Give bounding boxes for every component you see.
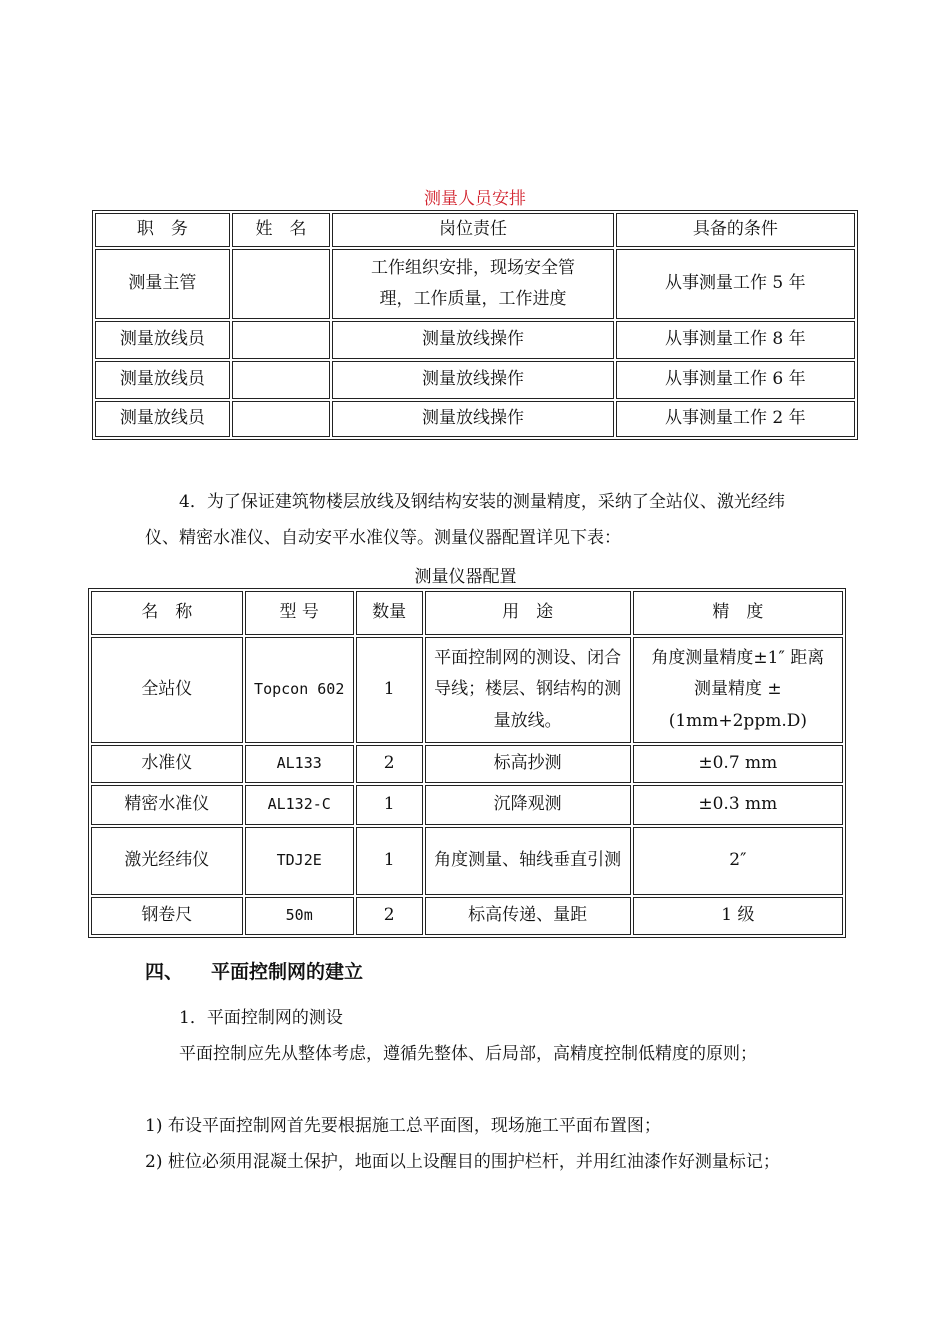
table-cell: 从事测量工作 2 年 [616, 401, 855, 437]
table-cell: 从事测量工作 6 年 [616, 361, 855, 399]
table-row [95, 321, 855, 359]
subsection-heading: 1．平面控制网的测设 [179, 1008, 343, 1028]
personnel-table-caption: 测量人员安排 [424, 189, 526, 209]
table-cell: ±0.7 mm [633, 745, 843, 783]
table-cell: 平面控制网的测设、闭合导线；楼层、钢结构的测量放线。 [425, 637, 631, 743]
table-cell [232, 249, 331, 319]
header-cell: 数量 [356, 591, 423, 635]
table-cell: 测量放线操作 [332, 321, 613, 359]
table-cell: 1 [356, 637, 423, 743]
body-paragraph: 1) 布设平面控制网首先要根据施工总平面图，现场施工平面布置图； [145, 1116, 661, 1136]
header-cell: 具备的条件 [616, 213, 855, 247]
table-row [91, 637, 843, 743]
table-cell: 角度测量精度±1″ 距离测量精度 ±(1mm+2ppm.D) [633, 637, 843, 743]
header-cell: 型 号 [245, 591, 354, 635]
table-cell: 从事测量工作 5 年 [616, 249, 855, 319]
table-row [91, 745, 843, 783]
table-cell: 精密水准仪 [91, 785, 243, 825]
table-cell: 2″ [633, 827, 843, 895]
table-row [95, 401, 855, 437]
section-heading [145, 957, 363, 984]
table-row [95, 361, 855, 399]
instruments-table-caption: 测量仪器配置 [414, 567, 517, 587]
header-cell: 岗位责任 [332, 213, 613, 247]
table-cell [232, 401, 331, 437]
header-cell: 用 途 [425, 591, 631, 635]
intro-paragraph: 4．为了保证建筑物楼层放线及钢结构安装的测量精度，采纳了全站仪、激光经纬仪、精密水准仪、自动安平水准仪等。测量仪器配置详见下表： [145, 492, 785, 548]
table-cell: 钢卷尺 [91, 897, 243, 935]
instruments-table [88, 588, 846, 938]
table-cell: 测量放线员 [95, 321, 230, 359]
table-cell: 1 [356, 785, 423, 825]
table-cell: 1 级 [633, 897, 843, 935]
table-cell: 50m [245, 897, 354, 935]
table-cell: 沉降观测 [425, 785, 631, 825]
table-cell: AL132-C [245, 785, 354, 825]
table-cell: 测量放线操作 [332, 361, 613, 399]
table-cell: 标高抄测 [425, 745, 631, 783]
table-cell: 2 [356, 897, 423, 935]
table-cell: 测量放线操作 [332, 401, 613, 437]
body-paragraph: 2) 桩位必须用混凝土保护，地面以上设醒目的围护栏杆，并用红油漆作好测量标记； [145, 1152, 780, 1172]
personnel-table [92, 210, 858, 440]
body-paragraph: 平面控制应先从整体考虑，遵循先整体、后局部，高精度控制低精度的原则； [179, 1044, 757, 1064]
table-row [91, 785, 843, 825]
table-cell: 激光经纬仪 [91, 827, 243, 895]
table-cell: 2 [356, 745, 423, 783]
table-cell: 测量主管 [95, 249, 230, 319]
table-row [91, 827, 843, 895]
table-cell: 角度测量、轴线垂直引测 [425, 827, 631, 895]
table-cell: Topcon 602 [245, 637, 354, 743]
header-cell: 职 务 [95, 213, 230, 247]
section-title: 平面控制网的建立 [211, 961, 364, 983]
table-row [91, 897, 843, 935]
table-header-row [95, 213, 855, 247]
table-row [95, 249, 855, 319]
header-cell: 名 称 [91, 591, 243, 635]
header-cell: 精 度 [633, 591, 843, 635]
table-cell: 全站仪 [91, 637, 243, 743]
table-cell: 1 [356, 827, 423, 895]
table-cell: AL133 [245, 745, 354, 783]
table-cell [232, 321, 331, 359]
table-cell: ±0.3 mm [633, 785, 843, 825]
table-cell: 标高传递、量距 [425, 897, 631, 935]
table-cell: 工作组织安排，现场安全管理，工作质量，工作进度 [332, 249, 613, 319]
table-cell: 从事测量工作 8 年 [616, 321, 855, 359]
table-cell: 测量放线员 [95, 401, 230, 437]
table-cell [232, 361, 331, 399]
section-number: 四、 [145, 961, 184, 983]
header-cell: 姓 名 [232, 213, 331, 247]
table-cell: 测量放线员 [95, 361, 230, 399]
table-cell: TDJ2E [245, 827, 354, 895]
table-cell: 水准仪 [91, 745, 243, 783]
table-header-row [91, 591, 843, 635]
